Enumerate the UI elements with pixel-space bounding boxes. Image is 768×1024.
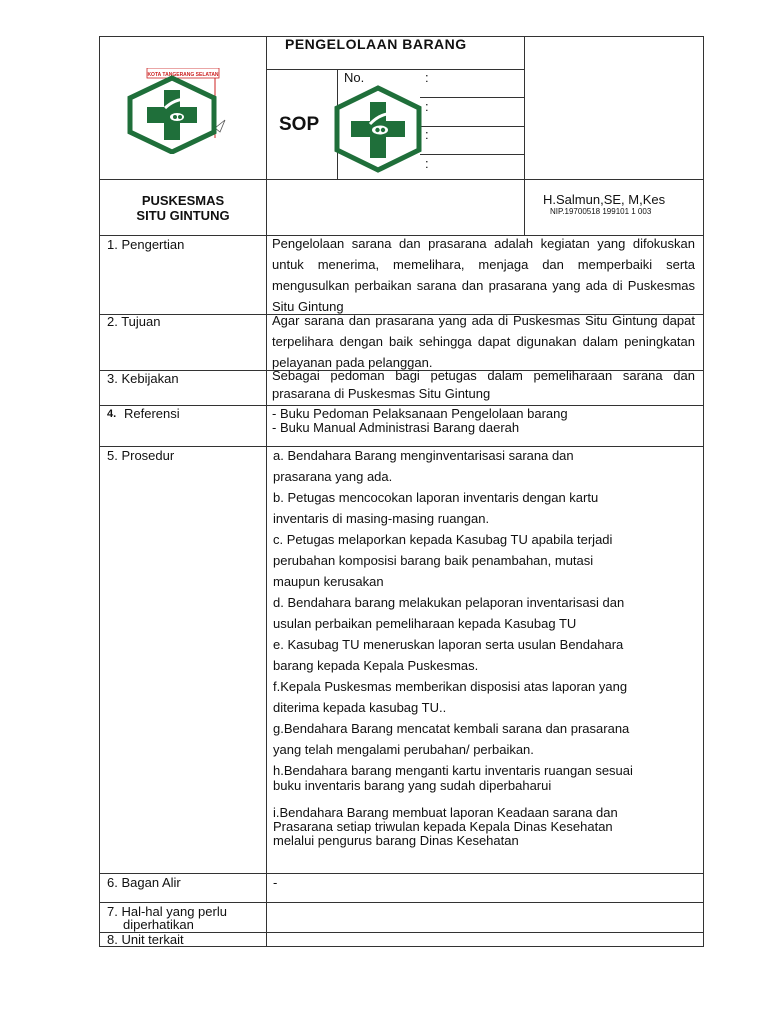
prosedur-line: h.Bendahara barang menganti kartu inventaris ruangan sesuai [273, 763, 633, 778]
section-label-referensi: Referensi [124, 406, 180, 421]
col-divider [266, 235, 267, 947]
prosedur-line: Prasarana setiap triwulan kepada Kepala Dinas Kesehatan [273, 819, 613, 834]
prosedur-line: d. Bendahara barang melakukan pelaporan inventarisasi dan [273, 595, 625, 610]
section-text-kebijakan: Sebagai pedoman bagi petugas dalam pemeliharaan sarana dan prasarana di Puskesmas Situ Gintung [272, 368, 695, 401]
prosedur-line: inventaris di masing-masing ruangan. [273, 511, 490, 526]
prosedur-line: g.Bendahara Barang mencatat kembali sarana dan prasarana [273, 721, 630, 736]
table-rule [99, 932, 704, 933]
document-title: PENGELOLAAN BARANG [285, 36, 467, 52]
prosedur-line: usulan perbaikan pemeliharaan kepada Kasubag TU [273, 616, 577, 631]
section-value-bagan-alir: - [273, 875, 278, 890]
section-label-pengertian: 1. Pengertian [107, 237, 185, 252]
field-label-no: No. [344, 70, 365, 85]
puskesmas-logo-secondary [333, 84, 423, 174]
table-rule [99, 902, 704, 903]
logo-tag-text: KOTA TANGERANG SELATAN [147, 72, 219, 78]
table-rule [99, 873, 704, 874]
prosedur-line: f.Kepala Puskesmas memberikan disposisi atas laporan yang [273, 679, 628, 694]
org-name-line2: SITU GINTUNG [136, 208, 230, 223]
prosedur-line: diterima kepada kasubag TU.. [273, 700, 447, 715]
sop-label: SOP [279, 114, 320, 135]
table-border-left [99, 36, 100, 947]
prosedur-line: perubahan komposisi barang baik penambahan, mutasi [273, 553, 594, 568]
section-text-pengertian: Pengelolaan sarana dan prasarana adalah kegiatan yang difokuskan untuk menerima, memelihara, menjaga dan memperbaiki serta mengusulkan perbaikan sarana dan prasarana yang ada di Puskesmas Situ Gintung [272, 236, 695, 314]
prosedur-line: e. Kasubag TU meneruskan laporan serta usulan Bendahara [273, 637, 624, 652]
table-rule [99, 446, 704, 447]
section-label-hal-hal: 7. Hal-hal yang perlu [107, 904, 227, 919]
prosedur-line: b. Petugas mencocokan laporan inventaris dengan kartu [273, 490, 599, 505]
header-rule [266, 69, 524, 70]
prosedur-line: barang kepada Kepala Puskesmas. [273, 658, 479, 673]
field-rule [420, 126, 524, 127]
referensi-item: - Buku Manual Administrasi Barang daerah [272, 420, 520, 435]
prosedur-line: yang telah mengalami perubahan/ perbaikan. [273, 742, 534, 757]
puskesmas-logo [125, 68, 230, 154]
referensi-item: - Buku Pedoman Pelaksanaan Pengelolaan barang [272, 406, 568, 421]
signer-name: H.Salmun,SE, M,Kes [543, 192, 666, 207]
field-separator: : [425, 156, 429, 171]
field-separator: : [425, 127, 429, 142]
field-rule [420, 97, 524, 98]
prosedur-line: c. Petugas melaporkan kepada Kasubag TU apabila terjadi [273, 532, 613, 547]
section-text-tujuan: Agar sarana dan prasarana yang ada di Puskesmas Situ Gintung dapat terpelihara dengan baik sehingga dapat digunakan dalam peningkatan pelayanan pada pelanggan. [272, 313, 695, 370]
field-rule [420, 154, 524, 155]
section-number-referensi: 4. [107, 408, 117, 420]
section-label-tujuan: 2. Tujuan [107, 314, 161, 329]
table-rule [99, 179, 704, 180]
prosedur-line: maupun kerusakan [273, 574, 384, 589]
prosedur-line: i.Bendahara Barang membuat laporan Keadaan sarana dan [273, 805, 618, 820]
prosedur-line: prasarana yang ada. [273, 469, 393, 484]
field-separator: : [425, 99, 429, 114]
section-label-unit-terkait: 8. Unit terkait [107, 932, 184, 947]
col-divider [266, 36, 267, 236]
col-divider [524, 36, 525, 236]
prosedur-line: buku inventaris barang yang sudah diperbaharui [273, 778, 552, 793]
field-separator: : [425, 70, 429, 85]
section-label-hal-hal-cont: diperhatikan [123, 917, 194, 932]
prosedur-line: melalui pengurus barang Dinas Kesehatan [273, 833, 519, 848]
signer-nip: NIP.19700518 199101 1 003 [550, 207, 652, 216]
prosedur-line: a. Bendahara Barang menginventarisasi sarana dan [273, 448, 574, 463]
table-border-bottom [99, 946, 704, 947]
section-label-prosedur: 5. Prosedur [107, 448, 175, 463]
org-name-line1: PUSKESMAS [141, 193, 225, 208]
section-label-kebijakan: 3. Kebijakan [107, 371, 179, 386]
section-label-bagan-alir: 6. Bagan Alir [107, 875, 181, 890]
table-border-right [703, 36, 704, 947]
